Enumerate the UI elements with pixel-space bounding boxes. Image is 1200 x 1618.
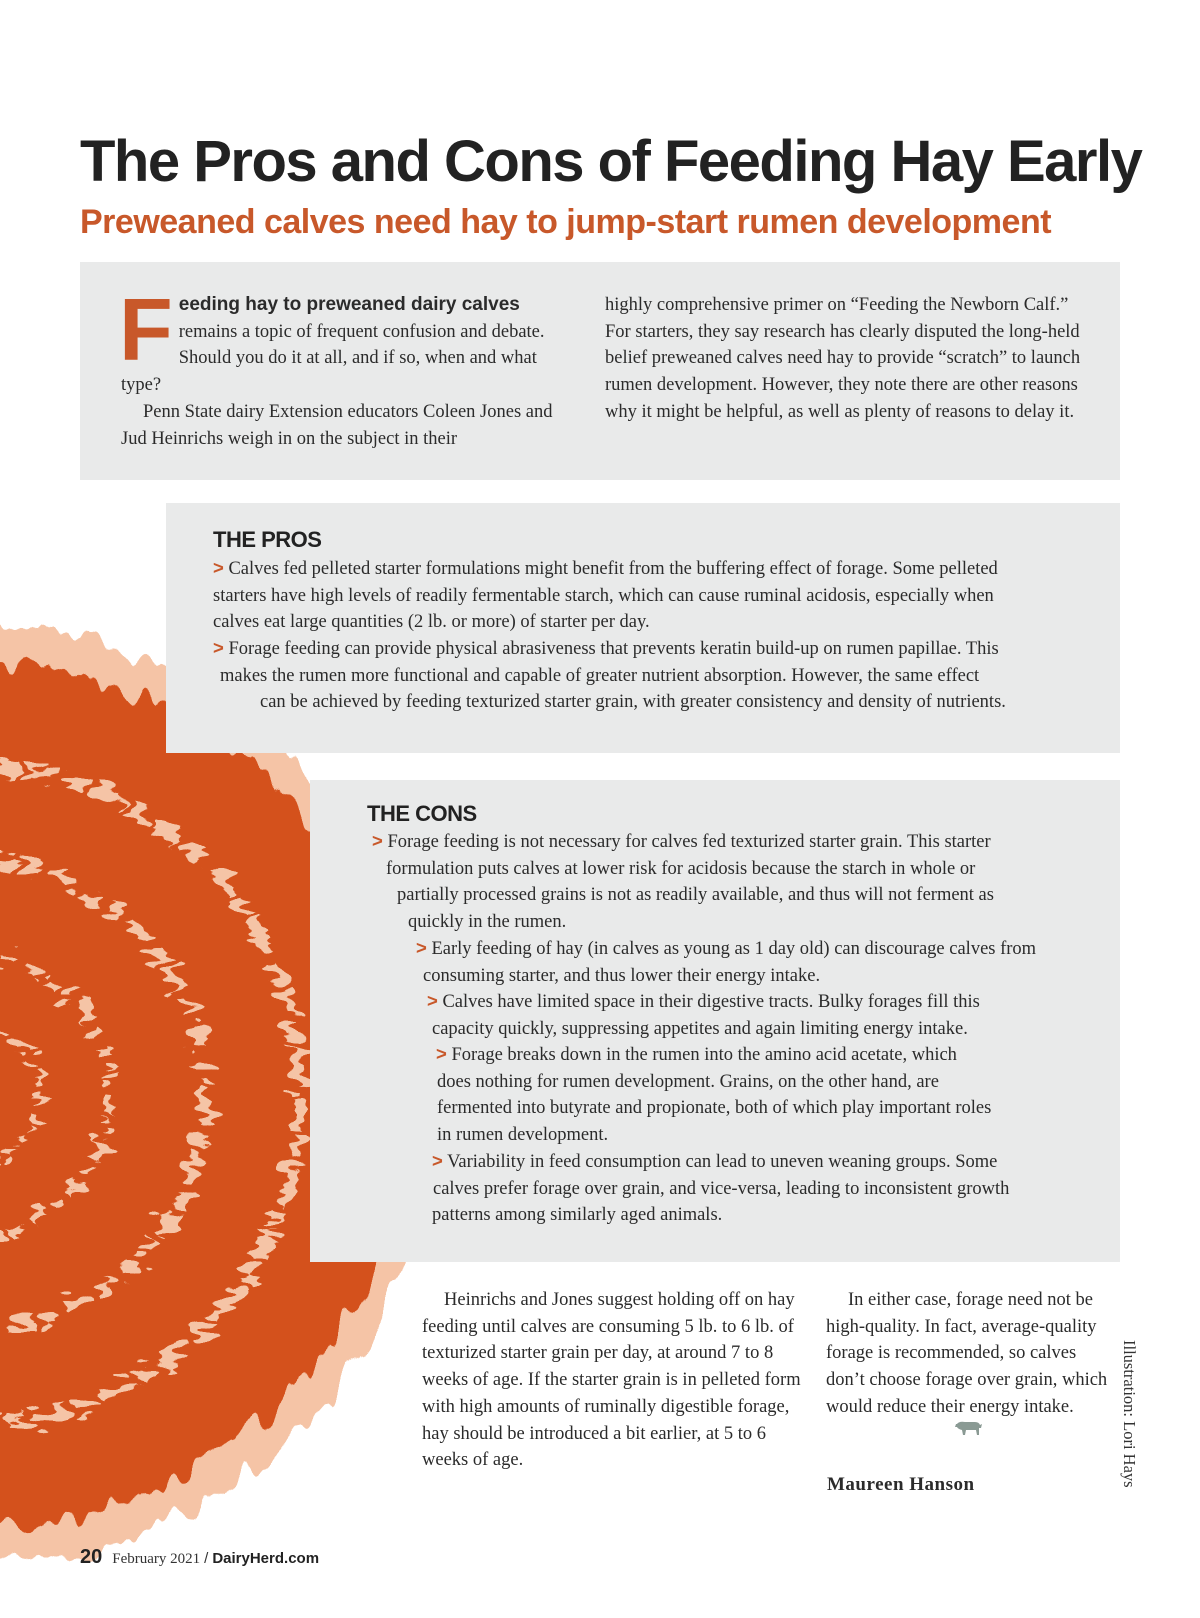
cons-item-3-line-1: Calves have limited space in their digestive tracts. Bulky forages fill this — [442, 992, 980, 1012]
closing-paragraph-2: In either case, forage need not be high-quality. In fact, average-quality forage is recommended, so calves don’t choose forage over grain, which would reduce their energy intake. — [826, 1290, 1108, 1417]
intro-column-left — [119, 280, 556, 452]
cons-item-4-line-3: fermented into butyrate and propionate, both of which play important roles — [437, 1098, 992, 1119]
pros-item-1-line-1: Calves fed pelleted starter formulations might benefit from the buffering effect of forage. Some pelleted — [228, 559, 998, 579]
article-title: The Pros and Cons of Feeding Hay Early — [80, 129, 1142, 194]
cons-heading: THE CONS — [367, 801, 477, 826]
cons-item-5-line-1: Variability in feed consumption can lead to uneven weaning groups. Some — [447, 1152, 998, 1172]
intro-paragraph-1-text: remains a topic of frequent confusion and debate. Should you do it at all, and if so, when and what type? — [121, 321, 545, 396]
pros-item-2 — [213, 635, 1006, 716]
bullet-marker: > — [213, 637, 224, 658]
pros-item-2-line-2: makes the rumen more functional and capable of greater nutrient absorption. However, the same effect — [220, 665, 980, 686]
pros-panel — [166, 503, 1120, 753]
issue-date: February 2021 — [112, 1551, 201, 1567]
article-subtitle: Preweaned calves need hay to jump-start rumen development — [80, 203, 1052, 241]
intro-paragraph-2: Penn State dairy Extension educators Coleen Jones and Jud Heinrichs weigh in on the subject in their — [121, 401, 553, 449]
footer-separator: / — [204, 1550, 209, 1567]
intro-column-right — [605, 292, 1085, 426]
pros-item-2-line-3: can be achieved by feeding texturized starter grain, with greater consistency and density of nutrients. — [260, 692, 1006, 713]
site-name: DairyHerd.com — [212, 1550, 320, 1567]
cons-panel — [310, 780, 1120, 1262]
bullet-marker: > — [416, 937, 427, 958]
pros-heading: THE PROS — [213, 527, 322, 552]
bullet-marker: > — [436, 1043, 447, 1064]
cons-item-5-line-2: calves prefer forage over grain, and vice-versa, leading to inconsistent growth — [433, 1178, 1010, 1199]
cons-item-1 — [372, 828, 994, 936]
pros-item-1 — [213, 555, 998, 636]
author-byline: Maureen Hanson — [827, 1474, 975, 1495]
bullet-marker: > — [432, 1150, 443, 1171]
bullet-marker: > — [213, 557, 224, 578]
closing-paragraph-1: Heinrichs and Jones suggest holding off on hay feeding until calves are consuming 5 lb. to 6 lb. of texturized starter grain per day, at around 7 to 8 weeks of age. If the starter grain is in pelleted form with high amounts of ruminally digestible forage, hay should be introduced a bit earlier, at 5 to 6 weeks of age. — [422, 1290, 801, 1471]
intro-lead-in: eeding hay to preweaned dairy calves — [178, 294, 520, 315]
cow-icon — [953, 1418, 983, 1438]
cons-item-1-line-3: partially processed grains is not as readily available, and thus will not ferment as — [397, 885, 994, 906]
page-footer — [80, 1546, 319, 1569]
cons-item-4-line-2: does nothing for rumen development. Grains, on the other hand, are — [437, 1071, 939, 1092]
intro-panel — [80, 262, 1120, 480]
drop-cap: F — [119, 280, 173, 379]
intro-paragraph-1 — [119, 280, 556, 399]
bullet-marker: > — [427, 990, 438, 1011]
illustration-credit: Illustration: Lori Hays — [1120, 1340, 1139, 1488]
pros-item-1-line-2: starters have high levels of readily fermentable starch, which can cause ruminal acidosis, especially when — [213, 585, 994, 606]
cons-item-4 — [436, 1041, 991, 1149]
cons-item-5 — [432, 1148, 1009, 1229]
intro-paragraph-3: highly comprehensive primer on “Feeding the Newborn Calf.” For starters, they say research has clearly disputed the long-held belief preweaned calves need hay to provide “scratch” to launch rumen development. However, they note there are other reasons why it might be helpful, as well as plenty of reasons to delay it. — [605, 295, 1081, 422]
pros-item-1-line-3: calves eat large quantities (2 lb. or more) of starter per day. — [213, 612, 650, 633]
cons-item-5-line-3: patterns among similarly aged animals. — [432, 1205, 723, 1226]
cons-item-1-line-2: formulation puts calves at lower risk for acidosis because the starch in whole or — [386, 858, 976, 879]
cons-item-4-line-1: Forage breaks down in the rumen into the amino acid acetate, which — [451, 1045, 957, 1065]
cons-item-4-line-4: in rumen development. — [437, 1125, 609, 1146]
bullet-marker: > — [372, 830, 383, 851]
cons-item-1-line-1: Forage feeding is not necessary for calves fed texturized starter grain. This starter — [387, 832, 991, 852]
cons-item-3-line-2: capacity quickly, suppressing appetites and again limiting energy intake. — [432, 1018, 968, 1039]
cons-item-1-line-4: quickly in the rumen. — [408, 912, 567, 933]
cons-item-2 — [416, 935, 1036, 989]
pros-item-2-line-1: Forage feeding can provide physical abrasiveness that prevents keratin build-up on rumen papillae. This — [228, 639, 999, 659]
cons-item-2-line-2: consuming starter, and thus lower their energy intake. — [423, 965, 821, 986]
cons-item-3 — [427, 988, 980, 1042]
cons-item-2-line-1: Early feeding of hay (in calves as young as 1 day old) can discourage calves from — [431, 939, 1037, 959]
page-number: 20 — [80, 1546, 103, 1568]
